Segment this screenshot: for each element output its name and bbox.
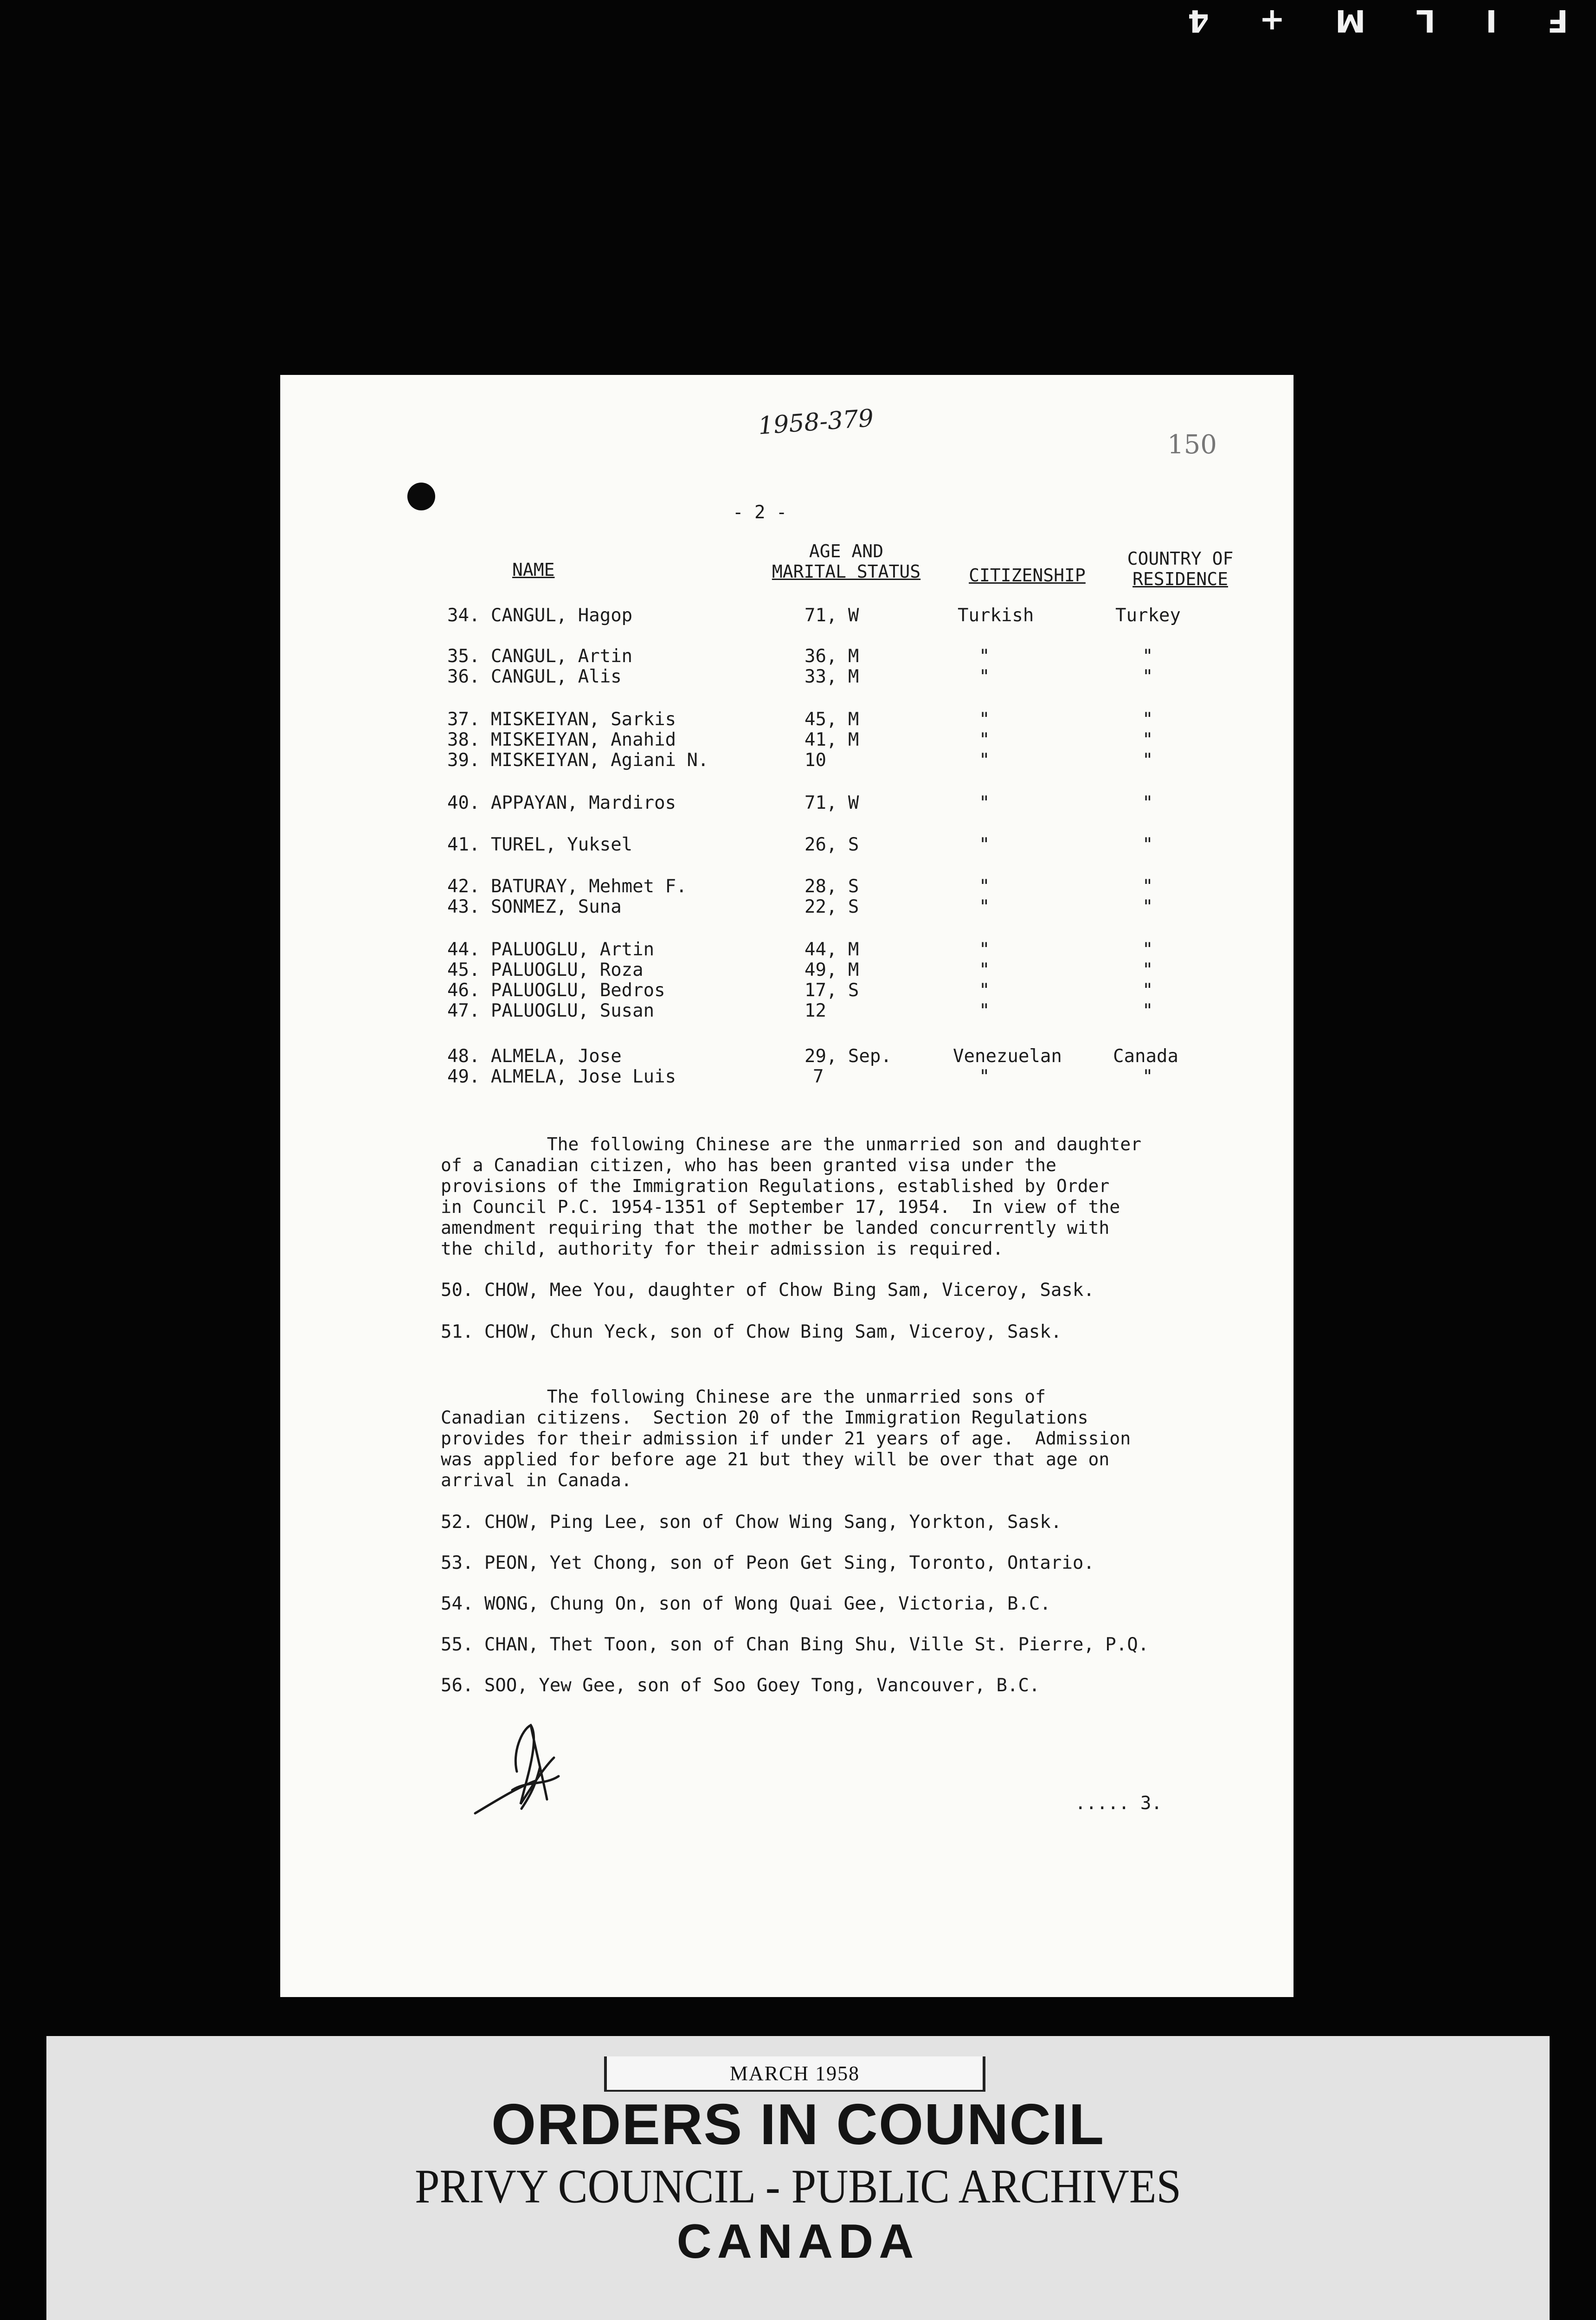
header-age-line1: AGE AND [809, 541, 884, 561]
paragraph-line: arrival in Canada. [441, 1470, 632, 1490]
row-residence: " [1142, 834, 1153, 855]
row-name: 35. CANGUL, Artin [447, 646, 633, 667]
row-residence: " [1142, 1066, 1153, 1087]
handwritten-initials-signature [466, 1711, 577, 1827]
paragraph-line: The following Chinese are the unmarried sons of [441, 1386, 1046, 1407]
row-name: 37. MISKEIYAN, Sarkis [447, 709, 676, 730]
row-residence: " [1142, 939, 1153, 960]
row-name: 38. MISKEIYAN, Anahid [447, 729, 676, 750]
row-name: 43. SONMEZ, Suna [447, 896, 622, 917]
row-name: 44. PALUOGLU, Artin [447, 939, 655, 960]
row-citizenship: " [979, 896, 990, 917]
film-mark-letter: L [1416, 3, 1435, 39]
row-citizenship: " [979, 709, 990, 730]
punch-hole [407, 483, 435, 510]
row-citizenship: " [979, 729, 990, 750]
list-item: 50. CHOW, Mee You, daughter of Chow Bing Sam, Viceroy, Sask. [441, 1280, 1094, 1301]
list-item: 51. CHOW, Chun Yeck, son of Chow Bing Sam, Viceroy, Sask. [441, 1321, 1062, 1342]
row-citizenship: " [979, 1000, 990, 1021]
table-row [280, 960, 1294, 980]
paragraph-chinese-son-daughter [441, 1134, 1276, 1259]
paragraph-chinese-sons [441, 1386, 1276, 1491]
paragraph-line: Canadian citizens. Section 20 of the Immigration Regulations [441, 1407, 1088, 1428]
header-residence-line2: RESIDENCE [1133, 569, 1228, 589]
header-citizenship: CITIZENSHIP [969, 565, 1086, 586]
row-age: 45, M [804, 709, 859, 730]
row-residence: " [1142, 646, 1153, 667]
list-item: 52. CHOW, Ping Lee, son of Chow Wing Sang, Yorkton, Sask. [441, 1512, 1062, 1533]
table-row [280, 980, 1294, 1000]
row-citizenship: Venezuelan [953, 1046, 1062, 1067]
row-age: 28, S [804, 876, 859, 897]
row-citizenship: Turkish [958, 605, 1034, 626]
row-residence: " [1142, 793, 1153, 813]
row-citizenship: " [979, 646, 990, 667]
row-citizenship: " [979, 939, 990, 960]
header-name: NAME [512, 560, 555, 580]
header-age-line2: MARITAL STATUS [772, 561, 921, 582]
film-mark-letter: I [1486, 3, 1497, 39]
row-name: 46. PALUOGLU, Bedros [447, 980, 665, 1001]
row-residence: " [1142, 666, 1153, 687]
paragraph-line: in Council P.C. 1954-1351 of September 17, 1954. In view of the [441, 1197, 1120, 1217]
row-name: 47. PALUOGLU, Susan [447, 1000, 655, 1021]
banner-subtitle: PRIVY COUNCIL - PUBLIC ARCHIVES [415, 2159, 1181, 2213]
table-row [280, 1000, 1294, 1021]
paragraph-line: was applied for before age 21 but they will be over that age on [441, 1449, 1110, 1469]
paragraph-line: provides for their admission if under 21 years of age. Admission [441, 1428, 1131, 1449]
row-name: 45. PALUOGLU, Roza [447, 960, 644, 980]
row-name: 40. APPAYAN, Mardiros [447, 793, 676, 813]
table-row [280, 646, 1294, 666]
row-age: 41, M [804, 729, 859, 750]
row-residence: Turkey [1115, 605, 1181, 626]
row-citizenship: " [979, 1066, 990, 1087]
row-citizenship: " [979, 876, 990, 897]
row-age: 17, S [804, 980, 859, 1001]
row-age: 71, W [804, 793, 859, 813]
paragraph-line: The following Chinese are the unmarried son and daughter [441, 1134, 1141, 1154]
table-row [280, 1066, 1294, 1087]
row-citizenship: " [979, 960, 990, 980]
row-citizenship: " [979, 750, 990, 771]
row-age: 49, M [804, 960, 859, 980]
row-age: 22, S [804, 896, 859, 917]
row-citizenship: " [979, 793, 990, 813]
row-age: 36, M [804, 646, 859, 667]
archive-banner [46, 2036, 1550, 2320]
handwritten-file-number: 1958-379 [757, 404, 875, 440]
row-age: 71, W [804, 605, 859, 626]
row-age: 12 [804, 1000, 826, 1021]
row-residence: " [1142, 876, 1153, 897]
table-row [280, 793, 1294, 813]
row-name: 48. ALMELA, Jose [447, 1046, 622, 1067]
film-reel-mark [1188, 5, 1568, 37]
list-item: 55. CHAN, Thet Toon, son of Chan Bing Shu, Ville St. Pierre, P.Q. [441, 1634, 1149, 1655]
list-item: 56. SOO, Yew Gee, son of Soo Goey Tong, Vancouver, B.C. [441, 1675, 1040, 1696]
paragraph-line: of a Canadian citizen, who has been granted visa under the [441, 1155, 1056, 1175]
row-age: 44, M [804, 939, 859, 960]
table-row [280, 876, 1294, 896]
banner-title: ORDERS IN COUNCIL [491, 2093, 1105, 2157]
row-name: 41. TUREL, Yuksel [447, 834, 633, 855]
stamped-page-number: 150 [1167, 430, 1217, 460]
row-name: 49. ALMELA, Jose Luis [447, 1066, 676, 1087]
row-name: 42. BATURAY, Mehmet F. [447, 876, 687, 897]
film-mark-letter: F [1547, 3, 1568, 39]
film-mark-letter: M [1335, 3, 1366, 39]
table-row [280, 605, 1294, 625]
banner-date: MARCH 1958 [604, 2056, 985, 2092]
row-residence: Canada [1113, 1046, 1178, 1067]
paragraph-line: amendment requiring that the mother be landed concurrently with [441, 1218, 1110, 1238]
table-row [280, 709, 1294, 729]
page-marker: - 2 - [733, 502, 787, 523]
film-mark-letter: + [1259, 3, 1285, 39]
list-item: 53. PEON, Yet Chong, son of Peon Get Sing, Toronto, Ontario. [441, 1553, 1094, 1573]
row-name: 34. CANGUL, Hagop [447, 605, 633, 626]
row-citizenship: " [979, 834, 990, 855]
row-age: 7 [813, 1066, 824, 1087]
row-name: 39. MISKEIYAN, Agiani N. [447, 750, 709, 771]
row-age: 29, Sep. [804, 1046, 892, 1067]
header-residence-line1: COUNTRY OF [1127, 548, 1234, 569]
continuation-marker: ..... 3. [1075, 1793, 1162, 1814]
table-row [280, 896, 1294, 917]
row-name: 36. CANGUL, Alis [447, 666, 622, 687]
row-age: 10 [804, 750, 826, 771]
table-row [280, 834, 1294, 855]
row-residence: " [1142, 960, 1153, 980]
document-page [280, 375, 1294, 1997]
row-residence: " [1142, 1000, 1153, 1021]
table-row [280, 939, 1294, 960]
row-citizenship: " [979, 666, 990, 687]
banner-country: CANADA [676, 2215, 920, 2268]
table-row [280, 729, 1294, 750]
row-age: 26, S [804, 834, 859, 855]
row-citizenship: " [979, 980, 990, 1001]
paragraph-line: the child, authority for their admission is required. [441, 1238, 1004, 1259]
list-item: 54. WONG, Chung On, son of Wong Quai Gee, Victoria, B.C. [441, 1593, 1051, 1614]
paragraph-line: provisions of the Immigration Regulations, established by Order [441, 1176, 1110, 1196]
row-residence: " [1142, 896, 1153, 917]
row-age: 33, M [804, 666, 859, 687]
table-row [280, 750, 1294, 770]
row-residence: " [1142, 729, 1153, 750]
row-residence: " [1142, 980, 1153, 1001]
film-mark-letter: 4 [1188, 3, 1209, 39]
table-row [280, 666, 1294, 687]
table-row [280, 1046, 1294, 1066]
row-residence: " [1142, 750, 1153, 771]
row-residence: " [1142, 709, 1153, 730]
